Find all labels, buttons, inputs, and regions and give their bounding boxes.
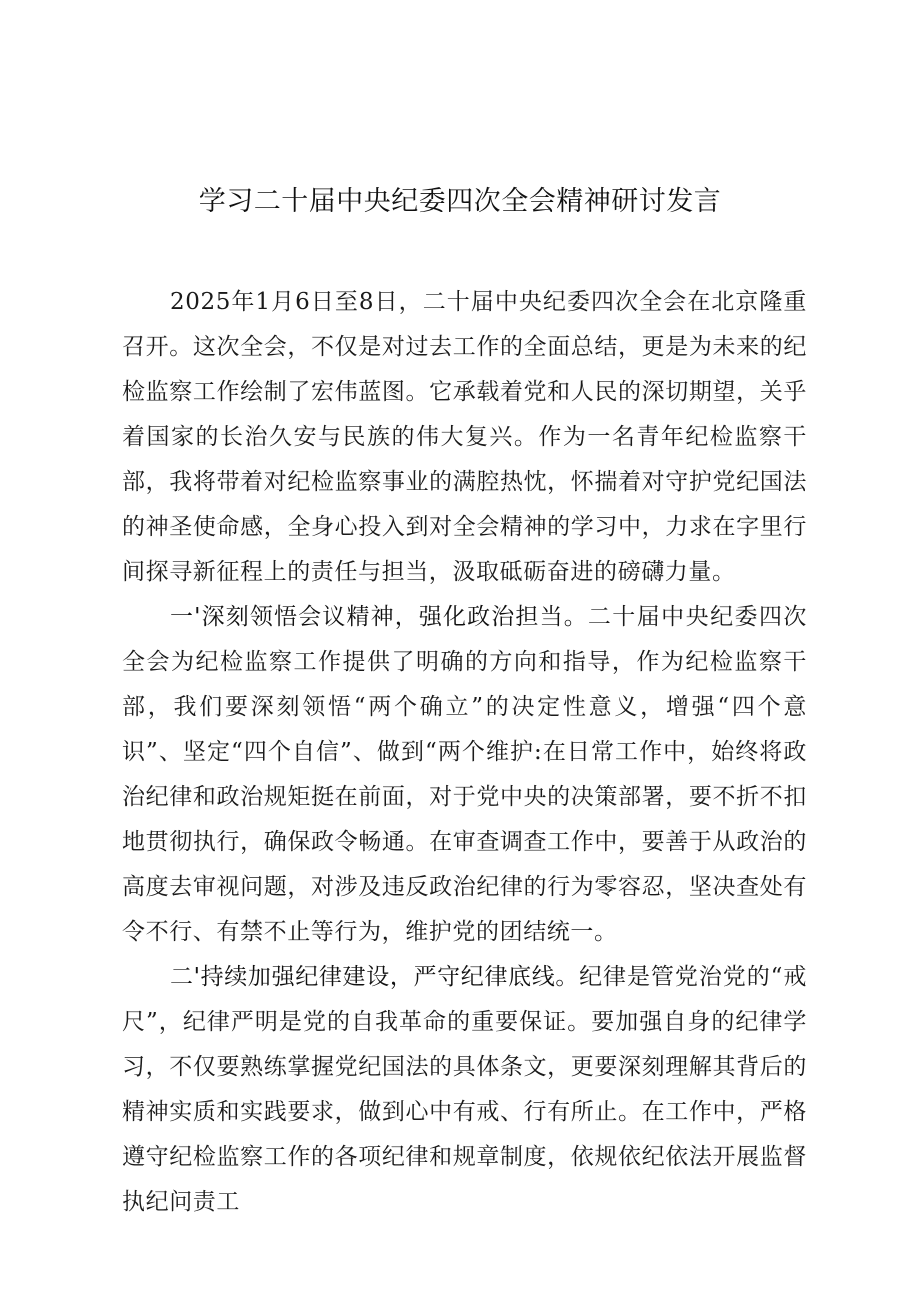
paragraph-intro: [122, 280, 807, 595]
document-title: 学习二十届中央纪委四次全会精神研讨发言: [198, 186, 722, 217]
section-heading: 一'深刻领悟会议精神，强化政治担当。: [170, 604, 588, 630]
paragraph-section-2: [122, 955, 807, 1225]
document-body: [122, 280, 807, 1225]
paragraph-section-1: [122, 595, 807, 955]
paragraph-text: 2025年1月6日至8日，二十届中央纪委四次全会在北京隆重召开。这次全会，不仅是对过去工作的全面总结，更是为未来的纪检监察工作绘制了宏伟蓝图。它承载着党和人民的深切期望，关乎着国家的长治久安与民族的伟大复兴。作为一名青年纪检监察干部，我将带着对纪检监察事业的满腔热忱，怀揣着对守护党纪国法的神圣使命感，全身心投入到对全会精神的学习中，力求在字里行间探寻新征程上的责任与担当，汲取砥砺奋进的磅礴力量。: [122, 289, 807, 585]
paragraph-text: 二十届中央纪委四次全会为纪检监察工作提供了明确的方向和指导，作为纪检监察干部，我们要深刻领悟“两个确立”的决定性意义，增强“四个意识”、坚定“四个自信”、做到“两个维护:在日常工作中，始终将政治纪律和政治规矩挺在前面，对于党中央的决策部署，要不折不扣地贯彻执行，确保政令畅通。在审查调查工作中，要善于从政治的高度去审视问题，对涉及违反政治纪律的行为零容忍，坚决查处有令不行、有禁不止等行为，维护党的团结统一。: [122, 604, 807, 945]
section-heading: 二'持续加强纪律建设，严守纪律底线。: [170, 964, 580, 990]
paragraph-text: 纪律是管党治党的“戒尺”，纪律严明是党的自我革命的重要保证。要加强自身的纪律学习，不仅要熟练掌握党纪国法的具体条文，更要深刻理解其背后的精神实质和实践要求，做到心中有戒、行有所止。在工作中，严格遵守纪检监察工作的各项纪律和规章制度，依规依纪依法开展监督执纪问责工: [122, 964, 807, 1215]
